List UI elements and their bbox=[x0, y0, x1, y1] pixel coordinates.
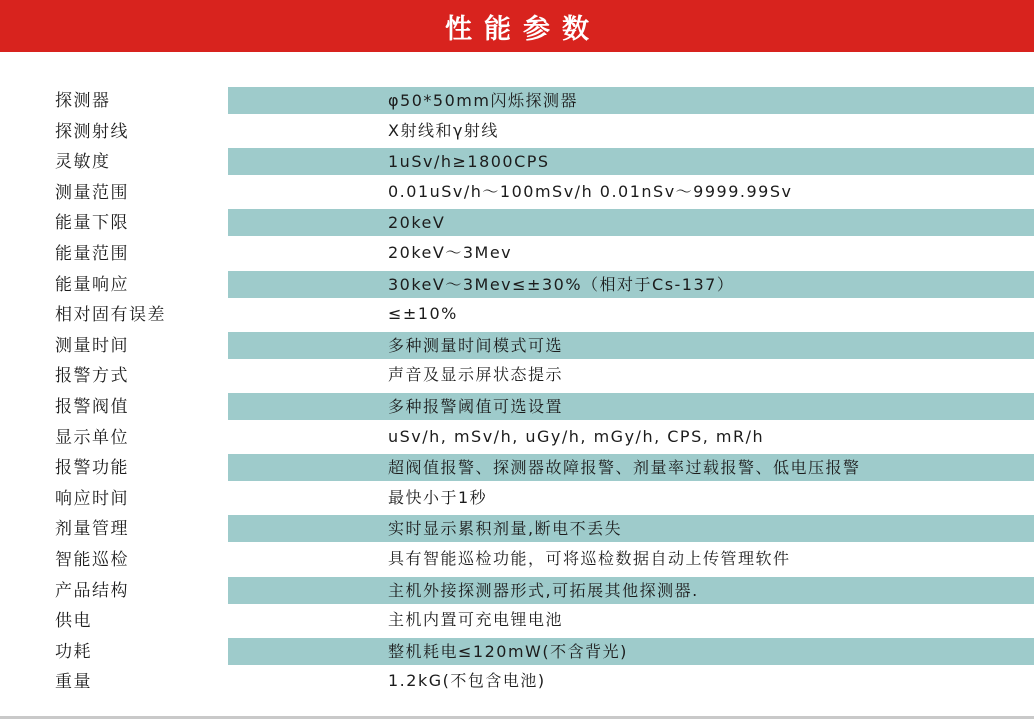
spec-value: 整机耗电≤120mW(不含背光) bbox=[228, 638, 1034, 665]
spec-row bbox=[0, 270, 1034, 301]
spec-row bbox=[0, 208, 1034, 239]
spec-row bbox=[0, 423, 1034, 454]
spec-label: 报警功能 bbox=[55, 458, 129, 479]
spec-row bbox=[0, 239, 1034, 270]
spec-label: 灵敏度 bbox=[55, 152, 111, 173]
spec-label: 产品结构 bbox=[55, 580, 129, 601]
spec-label: 剂量管理 bbox=[55, 519, 129, 540]
spec-value: 超阀值报警、探测器故障报警、剂量率过载报警、低电压报警 bbox=[228, 454, 1034, 481]
spec-value: 30keV～3Mev≤±30%（相对于Cs-137） bbox=[228, 271, 1034, 298]
spec-value: 主机外接探测器形式,可拓展其他探测器. bbox=[228, 577, 1034, 604]
spec-label: 探测器 bbox=[55, 91, 111, 111]
spec-value: 多种测量时间模式可选 bbox=[228, 332, 1034, 359]
spec-value: uSv/h, mSv/h, uGy/h, mGy/h, CPS, mR/h bbox=[388, 426, 765, 446]
spec-row bbox=[0, 117, 1034, 148]
spec-table bbox=[0, 86, 1034, 698]
spec-row bbox=[0, 300, 1034, 331]
spec-label: 响应时间 bbox=[55, 488, 129, 509]
spec-value: φ50*50mm闪烁探测器 bbox=[228, 87, 1034, 114]
page-title: 性能参数 bbox=[445, 13, 601, 45]
spec-row bbox=[0, 484, 1034, 515]
spec-row bbox=[0, 545, 1034, 576]
spec-label: 能量下限 bbox=[55, 213, 129, 234]
spec-label: 探测射线 bbox=[55, 121, 129, 142]
spec-value: 1uSv/h≥1800CPS bbox=[228, 148, 1034, 175]
spec-row bbox=[0, 86, 1034, 117]
spec-label: 能量范围 bbox=[55, 243, 129, 264]
spec-value: 多种报警阈值可选设置 bbox=[228, 393, 1034, 420]
spec-row bbox=[0, 392, 1034, 423]
spec-row bbox=[0, 361, 1034, 392]
spec-label: 功耗 bbox=[55, 641, 92, 662]
spec-row bbox=[0, 178, 1034, 209]
spec-label: 报警阀值 bbox=[55, 396, 129, 417]
spec-row bbox=[0, 637, 1034, 668]
spec-label: 测量时间 bbox=[55, 335, 129, 356]
spec-value: 20keV～3Mev bbox=[388, 242, 513, 262]
spec-row bbox=[0, 514, 1034, 545]
spec-value: 具有智能巡检功能，可将巡检数据自动上传管理软件 bbox=[388, 548, 791, 568]
spec-value: 主机内置可充电锂电池 bbox=[388, 610, 564, 630]
spec-row bbox=[0, 606, 1034, 637]
spec-label: 测量范围 bbox=[55, 182, 129, 203]
spec-label: 智能巡检 bbox=[55, 549, 129, 570]
header-banner bbox=[0, 0, 1034, 52]
spec-label: 供电 bbox=[55, 611, 92, 632]
spec-row bbox=[0, 667, 1034, 698]
spec-label: 显示单位 bbox=[55, 427, 129, 448]
spec-value: 1.2kG(不包含电池) bbox=[388, 671, 546, 691]
spec-value: 最快小于1秒 bbox=[388, 487, 488, 507]
spec-value: 0.01uSv/h～100mSv/h 0.01nSv～9999.99Sv bbox=[388, 181, 793, 201]
spec-value: 声音及显示屏状态提示 bbox=[388, 365, 564, 385]
spec-row bbox=[0, 453, 1034, 484]
spec-value: X射线和γ射线 bbox=[388, 120, 499, 140]
spec-label: 相对固有误差 bbox=[55, 305, 166, 326]
spec-row bbox=[0, 331, 1034, 362]
spec-value: 实时显示累积剂量,断电不丢失 bbox=[228, 515, 1034, 542]
spec-row bbox=[0, 147, 1034, 178]
spec-value: 20keV bbox=[228, 209, 1034, 236]
spec-label: 能量响应 bbox=[55, 274, 129, 295]
spec-label: 报警方式 bbox=[55, 366, 129, 387]
spec-label: 重量 bbox=[55, 672, 92, 693]
spec-row bbox=[0, 576, 1034, 607]
spec-value: ≤±10% bbox=[388, 304, 458, 324]
